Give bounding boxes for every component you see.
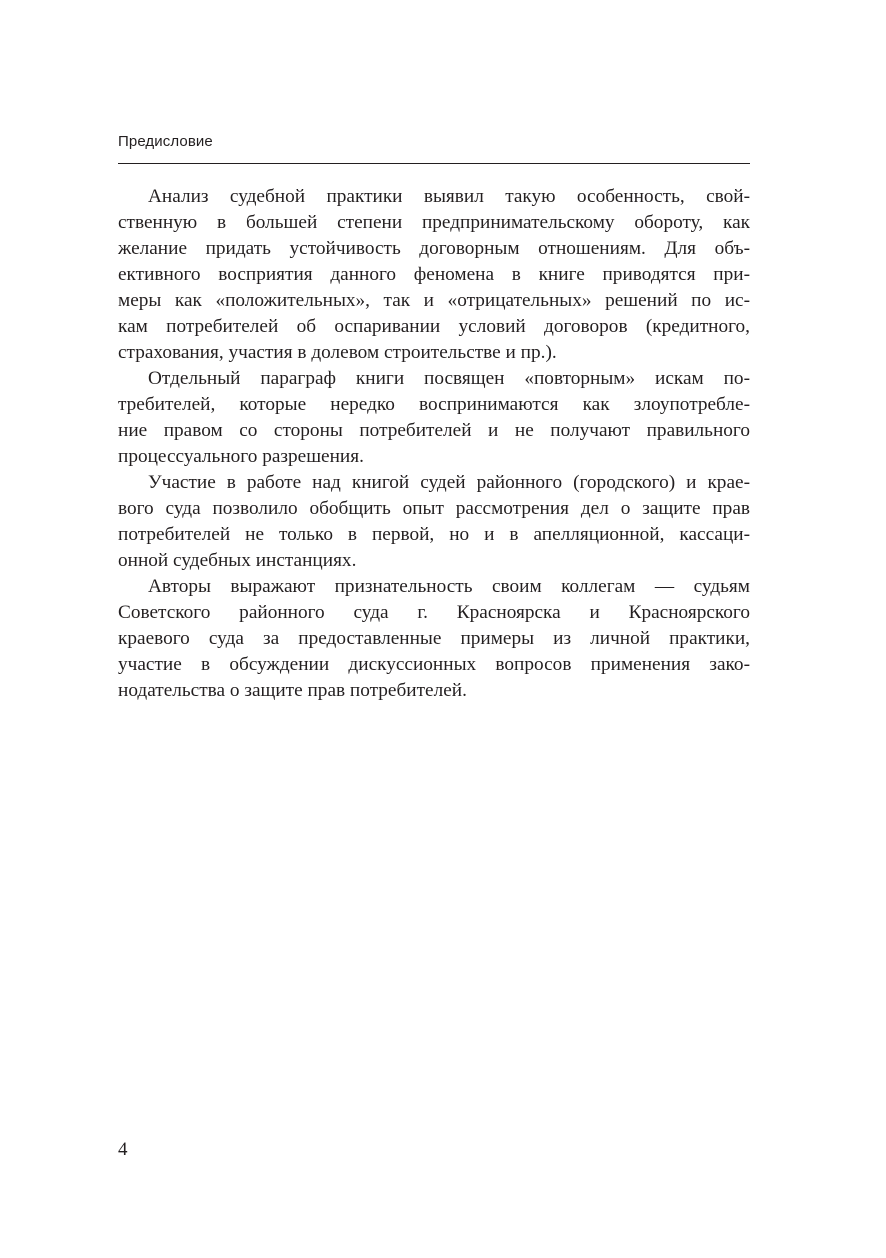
text-line: ние правом со стороны потребителей и не получают правильного [118,420,750,441]
text-line: процессуального разрешения. [118,446,364,467]
text-line: кам потребителей об оспаривании условий договоров (кредитного, [118,316,750,337]
header-rule [118,163,750,164]
text-line: краевого суда за предоставленные примеры из личной практики, [118,628,750,649]
paragraph [118,470,750,574]
text-line: страхования, участия в долевом строительстве и пр.). [118,342,557,363]
paragraph [118,184,750,366]
page-number: 4 [118,1139,128,1160]
text-line: нодательства о защите прав потребителей. [118,680,467,701]
paragraph [118,574,750,704]
text-line: Участие в работе над книгой судей районного (городского) и крае- [148,472,750,493]
text-line: Советского районного суда г. Красноярска и Красноярского [118,602,750,623]
text-line: потребителей не только в первой, но и в апелляционной, кассаци- [118,524,750,545]
text-line: меры как «положительных», так и «отрицательных» решений по ис- [118,290,750,311]
text-line: Отдельный параграф книги посвящен «повторным» искам по- [148,368,750,389]
text-line: Анализ судебной практики выявил такую особенность, свой- [148,186,750,207]
text-line: участие в обсуждении дискуссионных вопросов применения зако- [118,654,750,675]
body-text [118,184,750,704]
text-line: вого суда позволило обобщить опыт рассмотрения дел о защите прав [118,498,750,519]
text-line: ственную в большей степени предпринимательскому обороту, как [118,212,750,233]
paragraph [118,366,750,470]
running-head: Предисловие [118,133,213,150]
text-line: ективного восприятия данного феномена в книге приводятся при- [118,264,750,285]
text-line: желание придать устойчивость договорным отношениям. Для объ- [118,238,750,259]
text-line: требителей, которые нередко воспринимаются как злоупотребле- [118,394,750,415]
text-line: онной судебных инстанциях. [118,550,357,571]
text-line: Авторы выражают признательность своим коллегам — судьям [148,576,750,597]
